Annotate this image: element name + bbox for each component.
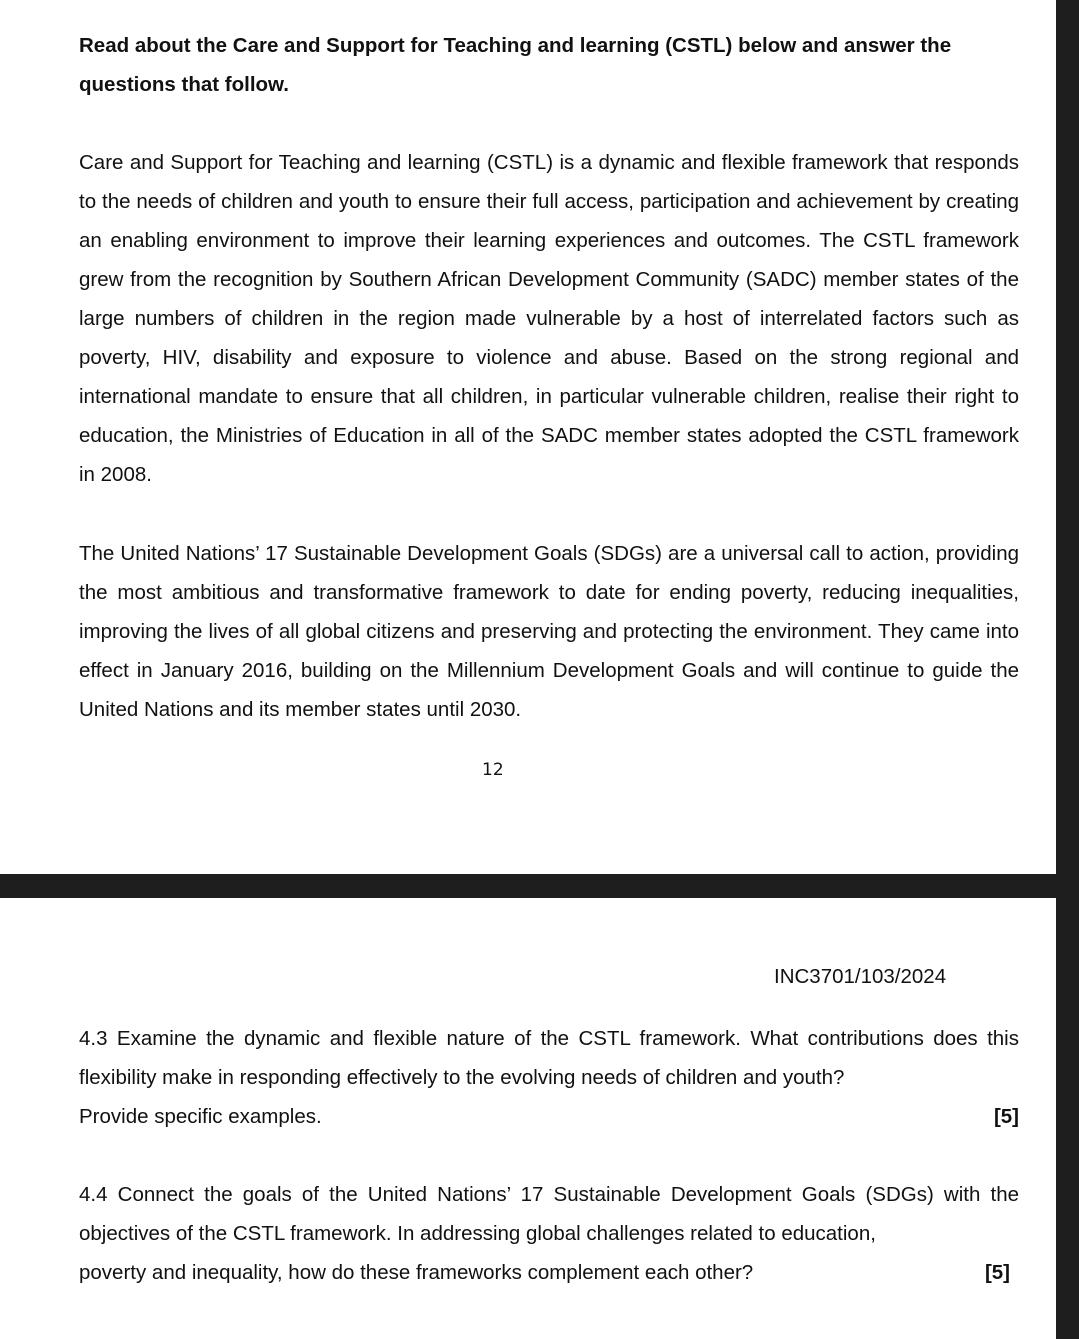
- cstl-paragraph: Care and Support for Teaching and learning (CSTL) is a dynamic and flexible framework that responds to the needs of children and youth to ensure their full access, participation and achievement by creating an enabling environment to improve their learning experiences and outcomes. The CSTL framework grew from the recognition by Southern African Development Community (SADC) member states of the large numbers of children in the region made vulnerable by a host of interrelated factors such as poverty, HIV, disability and exposure to violence and abuse. Based on the strong regional and international mandate to ensure that all children, in particular vulnerable children, realise their right to education, the Ministries of Education in all of the SADC member states adopted the CSTL framework in 2008.: [79, 151, 1019, 486]
- question-4-3: [79, 1019, 1019, 1136]
- page-number: 12: [482, 760, 504, 780]
- question-4-3-marks: [5]: [993, 1105, 1019, 1128]
- question-4-3-text: 4.3 Examine the dynamic and flexible nature of the CSTL framework. What contributions does this flexibility make in responding effectively to the evolving needs of children and youth?: [79, 1027, 1019, 1089]
- viewer-background-edge: [1056, 0, 1079, 1339]
- course-code: INC3701/103/2024: [774, 965, 947, 988]
- question-4-4-last-line: [79, 1253, 1019, 1292]
- sdg-paragraph: The United Nations’ 17 Sustainable Development Goals (SDGs) are a universal call to action, providing the most ambitious and transformative framework to date for ending poverty, reducing inequalities, improving the lives of all global citizens and preserving and protecting the environment. They came into effect in January 2016, building on the Millennium Development Goals and will continue to guide the United Nations and its member states until 2030.: [79, 542, 1019, 721]
- question-4-3-last-line: [79, 1097, 1019, 1136]
- question-4-4-last-text: poverty and inequality, how do these frameworks complement each other?: [79, 1261, 754, 1284]
- instructions-heading: Read about the Care and Support for Teaching and learning (CSTL) below and answer the questions that follow.: [79, 34, 952, 96]
- question-4-3-last-text: Provide specific examples.: [79, 1105, 322, 1128]
- question-4-4: [79, 1175, 1019, 1292]
- question-4-4-marks: [5]: [984, 1261, 1010, 1284]
- question-4-4-text: 4.4 Connect the goals of the United Nations’ 17 Sustainable Development Goals (SDGs) with the objectives of the CSTL framework. In addressing global challenges related to education,: [79, 1183, 1019, 1245]
